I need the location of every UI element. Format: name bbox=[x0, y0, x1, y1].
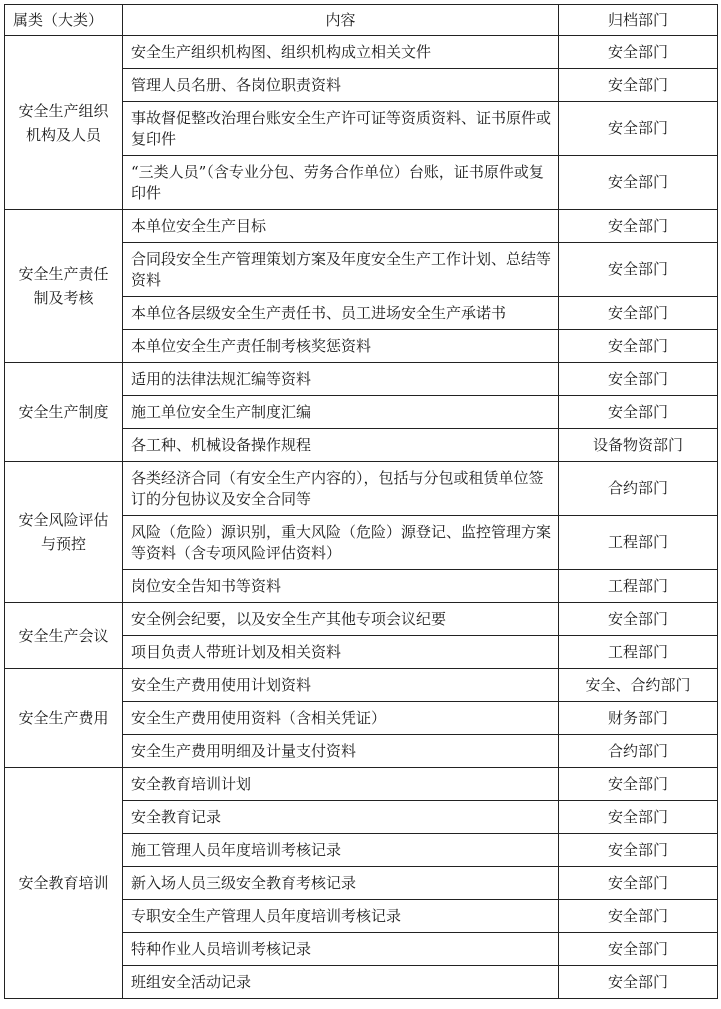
header-category: 属类（大类） bbox=[5, 5, 123, 36]
content-cell: 安全生产费用使用资料（含相关凭证） bbox=[123, 702, 559, 735]
department-cell: 工程部门 bbox=[559, 516, 718, 570]
department-cell: 安全部门 bbox=[559, 801, 718, 834]
department-cell: 安全部门 bbox=[559, 834, 718, 867]
content-cell: 适用的法律法规汇编等资料 bbox=[123, 363, 559, 396]
department-cell: 合约部门 bbox=[559, 462, 718, 516]
content-cell: 本单位安全生产目标 bbox=[123, 210, 559, 243]
department-cell: 安全部门 bbox=[559, 933, 718, 966]
category-cell bbox=[5, 363, 123, 462]
category-cell bbox=[5, 669, 123, 768]
department-cell: 安全部门 bbox=[559, 210, 718, 243]
department-cell: 合约部门 bbox=[559, 735, 718, 768]
category-label: 安全生产会议 bbox=[18, 626, 109, 645]
content-cell: 风险（危险）源识别，重大风险（危险）源登记、监控管理方案等资料（含专项风险评估资料） bbox=[123, 516, 559, 570]
table-header bbox=[5, 5, 718, 36]
category-label: 安全生产费用 bbox=[18, 709, 109, 727]
department-cell: 安全部门 bbox=[559, 102, 718, 156]
department-cell: 安全部门 bbox=[559, 768, 718, 801]
header-department: 归档部门 bbox=[559, 5, 718, 36]
content-cell: 安全生产组织机构图、组织机构成立相关文件 bbox=[123, 36, 559, 69]
department-cell: 安全部门 bbox=[559, 330, 718, 363]
department-cell: 安全部门 bbox=[559, 69, 718, 102]
content-cell: 各类经济合同（有安全生产内容的），包括与分包或租赁单位签订的分包协议及安全合同等 bbox=[123, 462, 559, 516]
category-cell bbox=[5, 768, 123, 999]
content-cell: 安全生产费用明细及计量支付资料 bbox=[123, 735, 559, 768]
department-cell: 安全部门 bbox=[559, 603, 718, 636]
table-row bbox=[5, 669, 718, 702]
department-cell: 财务部门 bbox=[559, 702, 718, 735]
content-cell: 安全例会纪要，以及安全生产其他专项会议纪要 bbox=[123, 603, 559, 636]
content-cell: 施工管理人员年度培训考核记录 bbox=[123, 834, 559, 867]
department-cell: 工程部门 bbox=[559, 636, 718, 669]
content-cell: 安全生产费用使用计划资料 bbox=[123, 669, 559, 702]
table-row bbox=[5, 768, 718, 801]
category-cell bbox=[5, 210, 123, 363]
header-content: 内容 bbox=[123, 5, 559, 36]
department-cell: 安全部门 bbox=[559, 396, 718, 429]
table-body bbox=[5, 36, 718, 999]
content-cell: 安全教育记录 bbox=[123, 801, 559, 834]
content-cell: 合同段安全生产管理策划方案及年度安全生产工作计划、总结等资料 bbox=[123, 243, 559, 297]
content-cell: “三类人员”（含专业分包、劳务合作单位）台账，证书原件或复印件 bbox=[123, 156, 559, 210]
department-cell: 设备物资部门 bbox=[559, 429, 718, 462]
table-row bbox=[5, 36, 718, 69]
table-row bbox=[5, 363, 718, 396]
content-cell: 管理人员名册、各岗位职责资料 bbox=[123, 69, 559, 102]
department-cell: 安全部门 bbox=[559, 156, 718, 210]
content-cell: 岗位安全告知书等资料 bbox=[123, 570, 559, 603]
header-row bbox=[5, 5, 718, 36]
department-cell: 安全部门 bbox=[559, 36, 718, 69]
department-cell: 工程部门 bbox=[559, 570, 718, 603]
content-cell: 施工单位安全生产制度汇编 bbox=[123, 396, 559, 429]
content-cell: 安全教育培训计划 bbox=[123, 768, 559, 801]
content-cell: 本单位各层级安全生产责任书、员工进场安全生产承诺书 bbox=[123, 297, 559, 330]
content-cell: 各工种、机械设备操作规程 bbox=[123, 429, 559, 462]
department-cell: 安全部门 bbox=[559, 297, 718, 330]
category-label: 安全生产组织机构及人员 bbox=[18, 101, 109, 144]
content-cell: 新入场人员三级安全教育考核记录 bbox=[123, 867, 559, 900]
department-cell: 安全部门 bbox=[559, 867, 718, 900]
department-cell: 安全部门 bbox=[559, 900, 718, 933]
category-label: 安全生产责任制及考核 bbox=[18, 265, 109, 307]
content-cell: 事故督促整改治理台账安全生产许可证等资质资料、证书原件或复印件 bbox=[123, 102, 559, 156]
content-cell: 本单位安全生产责任制考核奖惩资料 bbox=[123, 330, 559, 363]
content-cell: 特种作业人员培训考核记录 bbox=[123, 933, 559, 966]
content-cell: 项目负责人带班计划及相关资料 bbox=[123, 636, 559, 669]
table-row bbox=[5, 603, 718, 636]
department-cell: 安全、合约部门 bbox=[559, 669, 718, 702]
category-label: 安全教育培训 bbox=[18, 874, 109, 892]
department-cell: 安全部门 bbox=[559, 363, 718, 396]
category-label: 安全风险评估与预控 bbox=[18, 511, 109, 553]
category-cell bbox=[5, 462, 123, 603]
table-row bbox=[5, 210, 718, 243]
content-cell: 专职安全生产管理人员年度培训考核记录 bbox=[123, 900, 559, 933]
table-row bbox=[5, 462, 718, 516]
category-cell bbox=[5, 603, 123, 669]
archive-table bbox=[4, 4, 718, 999]
content-cell: 班组安全活动记录 bbox=[123, 966, 559, 999]
category-cell bbox=[5, 36, 123, 210]
department-cell: 安全部门 bbox=[559, 243, 718, 297]
category-label: 安全生产制度 bbox=[18, 403, 109, 421]
department-cell: 安全部门 bbox=[559, 966, 718, 999]
